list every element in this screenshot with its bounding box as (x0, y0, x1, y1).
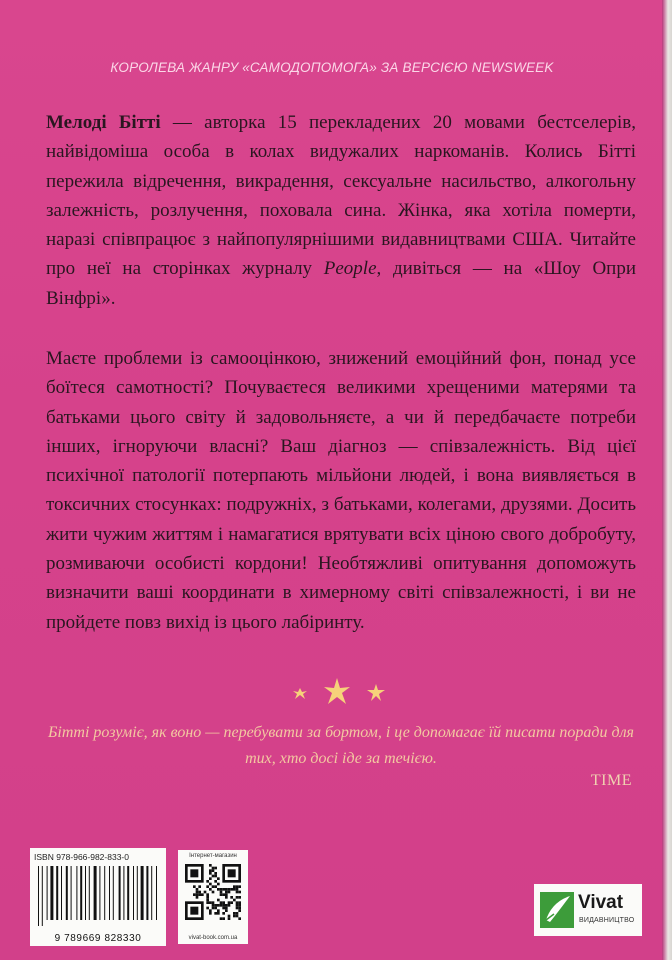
qr-url: vivat-book.com.ua (188, 935, 238, 941)
magazine-name: People (323, 258, 377, 280)
cover-tagline: КОРОЛЕВА ЖАНРУ «САМОДОПОМОГА» ЗА ВЕРСІЄЮ NEWSWEEK (110, 60, 554, 75)
publisher-name: Vivat (578, 892, 624, 913)
publisher-logo (534, 884, 642, 936)
isbn-label: ISBN 978-966-982-833-0 (34, 852, 129, 862)
sparkle-star-middle (324, 678, 350, 704)
vivat-leaf-logo (540, 892, 574, 928)
cover-page-edge (662, 0, 672, 960)
qr-label: Інтернет-магазин (189, 853, 237, 859)
sparkle-star-right (367, 684, 385, 701)
author-name: Мелоді Бітті (46, 112, 161, 133)
bio-text-part-1: — авторка 15 перекладених 20 мовами бестселерів, найвідоміша особа в колах видужалих наркоманів. Колись Бітті пережила відречення, викрадення, сексуальне насильство, алкогольну залежність, розлучення, поховала сина. Жінка, яка хотіла померти, наразі співпрацює з найпопулярнішими видавництвами США. Читайте про неї на сторінках журналу (46, 112, 636, 280)
sparkle-star-left (293, 688, 307, 699)
barcode-digits: 9 789669 828330 (54, 933, 142, 944)
bio-text-part-2: , дивіться — на «Шоу Опри Вінфрі». (46, 258, 636, 309)
qr-code (185, 864, 241, 920)
book-description: Маєте проблеми із самооцінкою, знижений емоційний фон, понад усе боїтеся самотності? Почуваєтеся великими хрещеними матерями та батьками цього світу й задовольняєте, а чи й передбачаєте потреби інших, ігноруючи власні? Ваш діагноз — співзалежність. Від цієї психічної патології потерпають мільйони людей, і вона виявляється в токсичних стосунках: подружніх, з батьками, колегами, друзями. Досить жити чужим життям і намагатися врятувати всіх ціною свого добробуту, розмиваючи особисті кордони! Необтяжливі опитування допоможуть визначити ваші координати в химерному світі співзалежності, і ви не пройдете повз вихід із цього лабіринту. (46, 348, 636, 633)
press-quote: Бітті розуміє, як воно — перебувати за бортом, і це допомагає їй писати поради для тих, хто досі іде за течією. (47, 724, 634, 767)
publisher-subtitle: ВИДАВНИЦТВО (579, 917, 635, 924)
quote-source: TIME (590, 772, 632, 789)
barcode (38, 866, 158, 926)
isbn-barcode (30, 848, 166, 946)
sparkle-stars-ornament (282, 674, 392, 710)
author-bio (46, 108, 636, 313)
qr-block (178, 850, 248, 944)
